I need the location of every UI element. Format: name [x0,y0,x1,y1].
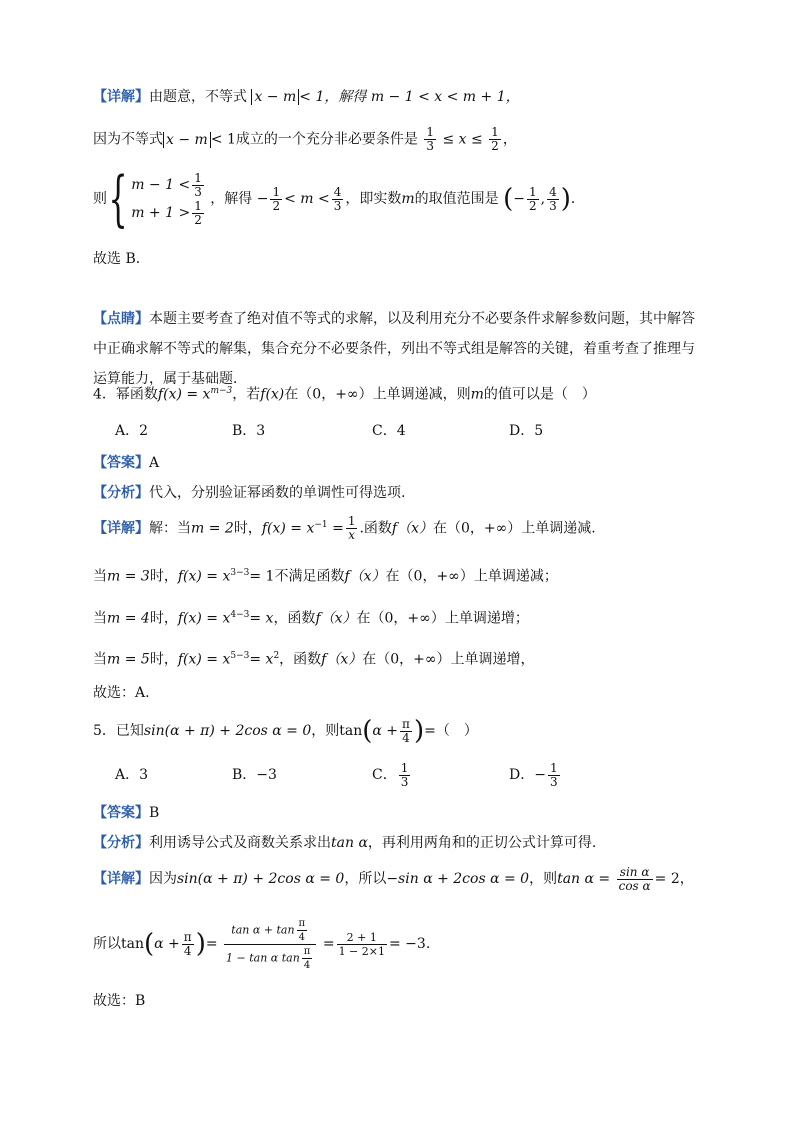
q4-detail-line-3: 当m = 4时，$f(x) = x^{4-3}= x$，函数f（x）在（0，+∞）上单调递增； [93,610,529,627]
q4-detail-line-2: 当m = 3时，$f(x) = x^{3-3}= 1$不满足函数f（x）在（0，+∞）上单调递减； [93,568,558,585]
q3-answer-line: 故选 B． [93,251,150,267]
q4-stem-text: 4．幂函数$f(x) = x^{m-3}$，若f(x)在（0，+∞）上单调递减，则m的值可以是（ ） [93,386,596,403]
q4-conclusion: 故选：A. [93,685,150,701]
q3-comment-line-3: 运算能力，属于基础题． [93,371,247,387]
q5-answer: 【答案】B [93,805,160,821]
q4-choice-b: B．3 [232,423,266,439]
q3-detail-line-2: 因为不等式 x − m < 1成立的一个充分非必要条件是 $\frac{1}{3}$ ≤ x ≤ $\frac{1}{2}$ ， [93,125,517,153]
q5-choice-b: B．−3 [232,767,277,783]
q5-detail-line-2: 所以tan(α + $\frac{\pi}{4}$ )= tan α + tan $\frac{\pi}{4}$ 1 − tan α tan $\frac{\pi}{4}$ = $\frac{2 + 1}{1 - 2\times 1}$ = −3. [93,917,431,971]
q4-choice-d: D．5 [509,423,544,439]
fraction: $\frac{1}{3}$ [426,125,434,153]
fraction: $\frac{1}{2}$ [491,125,499,153]
q4-choice-c: C．4 [372,423,406,439]
q3-comment-line-1: 【点睛】本题主要考查了绝对值不等式的求解，以及利用充分不必要条件求解参数问题，其中解答 [93,311,695,327]
q3-comment-line-2: 中正确求解不等式的解集，集合充分不必要条件，列出不等式组是解答的关键，着重考查了推理与 [93,341,695,357]
q5-choice-c: C． $\frac{1}{3}$ [372,760,409,789]
q4-choice-a: A．2 [115,423,149,439]
q5-conclusion: 故选：B [93,993,146,1009]
comment-tag: 【点睛】 [93,311,149,327]
q5-analysis: 【分析】利用诱导公式及商数关系求出tan α，再利用两角和的正切公式计算可得. [93,835,597,851]
system-rows: m − 1 < $\frac{1}{3}$ m + 1 > $\frac{1}{2}$ [131,170,202,227]
q4-detail-line-4: 当m = 5时，$f(x) = x^{5-3}= x^2$，函数f（x）在（0，+∞）上单调递增， [93,651,535,668]
left-brace: { [108,164,128,234]
q3-detail-line-1: 【详解】由题意，不等式 x − m < 1，解得 m − 1 < x < m + 1， [93,89,520,105]
q4-detail-line-1: 【详解】解：当m = 2时，$f(x) = x^{-1}$ = $\frac{1}{x}$ .函数f（x）在（0，+∞）上单调递减. [93,514,596,543]
detail-tag: 【详解】 [93,89,149,105]
q4-analysis: 【分析】代入，分别验证幂函数的单调性可得选项. [93,485,406,501]
q5-choice-d: D．− $\frac{1}{3}$ [509,760,558,789]
q5-detail-line-1: 【详解】因为sin(α + π) + 2cos α = 0，所以−sin α + 2cos α = 0，则tan α = $\frac{\text{sin α}}{\text{cos α}}$ = 2， [93,864,694,893]
q5-stem: 5．已知sin(α + π) + 2cos α = 0，则tan(α + $\frac{\pi}{4}$ )=（ ） [93,716,478,746]
q5-choice-a: A．3 [115,767,149,783]
q4-answer: 【答案】A [93,455,160,471]
q3-inequality-system: 则{ m − 1 < $\frac{1}{3}$ m + 1 > $\frac{1}{2}$ ，解得 − $\frac{1}{2}$ < m < $\frac{4}{3}$ ，即实数m的取值范围是 (− $\frac{1}{2}$ , $\frac{4}{3}$ )． [93,164,585,234]
